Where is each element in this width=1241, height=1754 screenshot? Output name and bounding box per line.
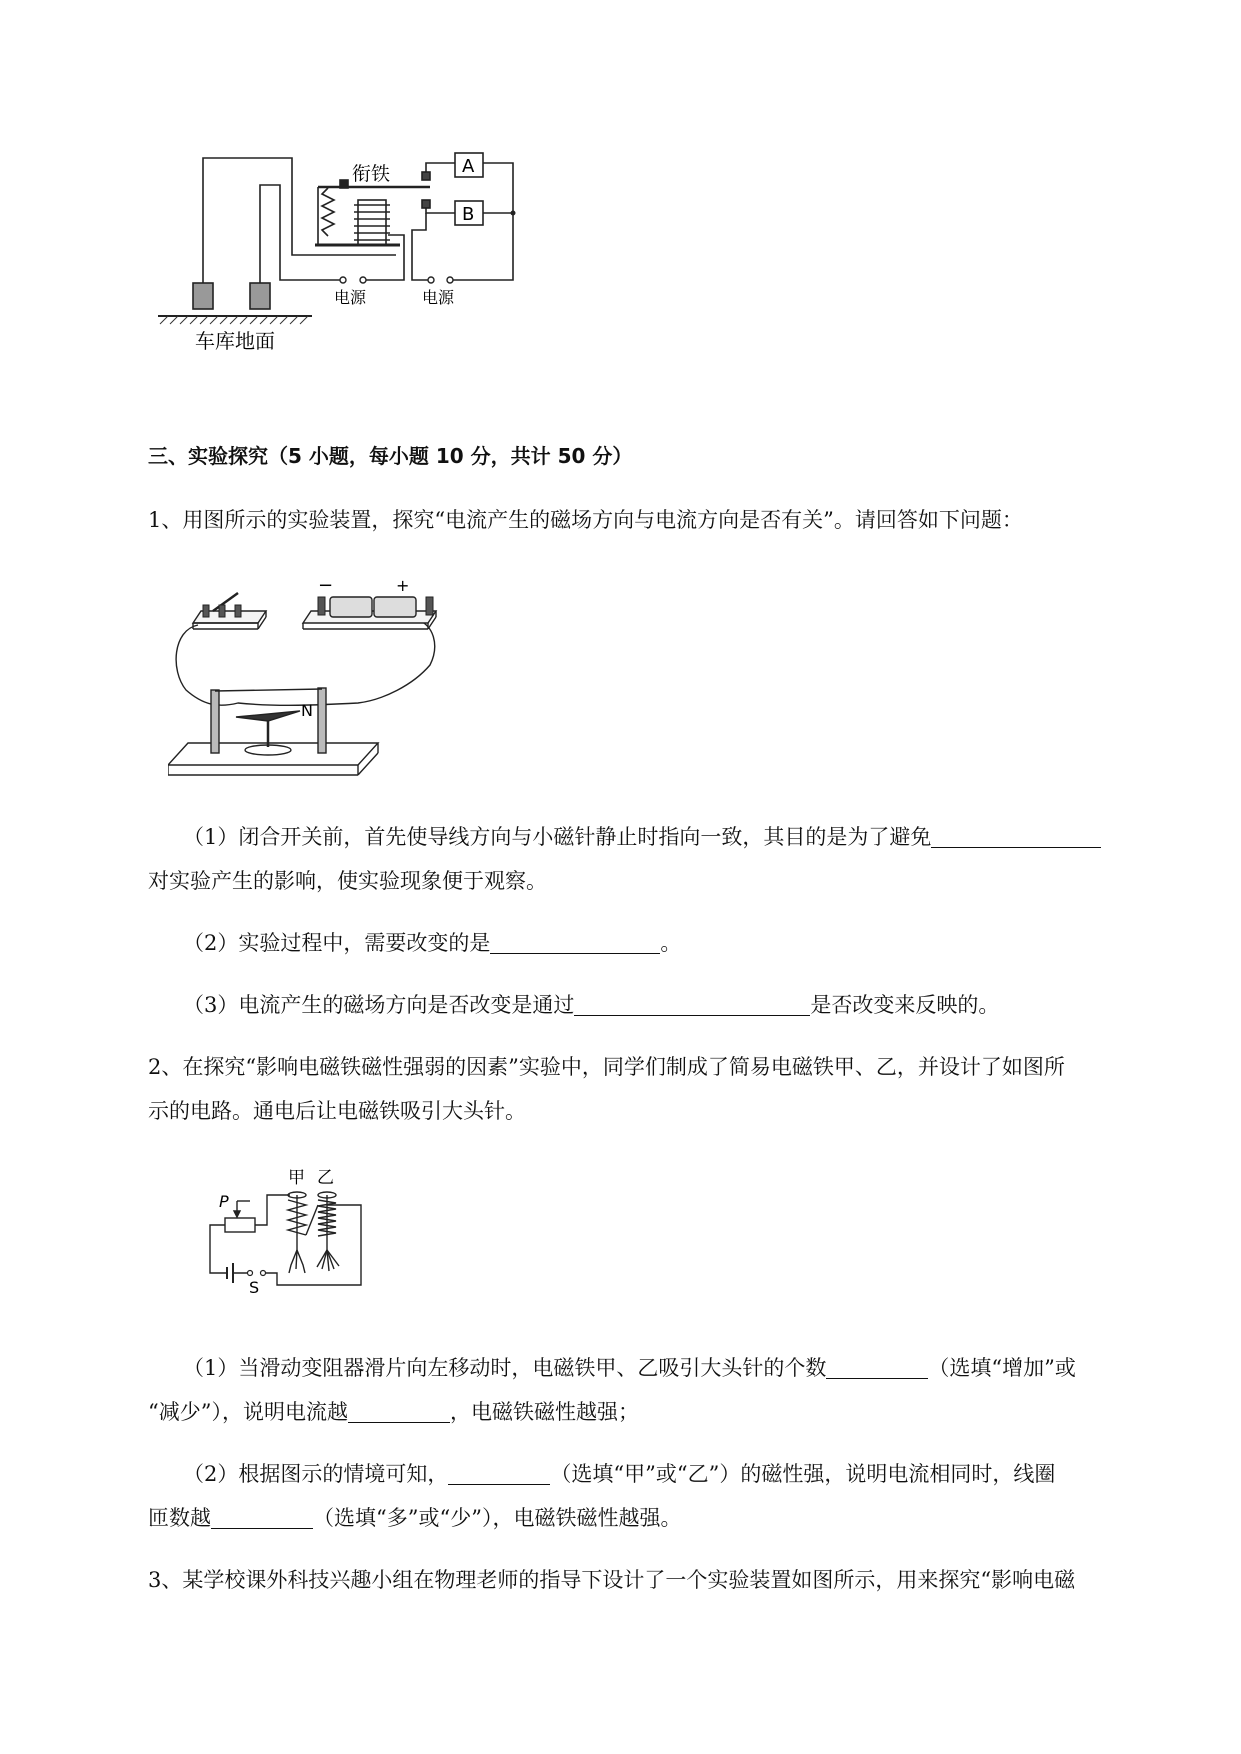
electromagnet-circuit-diagram: [205, 1165, 375, 1295]
q2-stem-line2: 示的电路。通电后让电磁铁吸引大头针。: [148, 1099, 526, 1123]
q1-part1-line1: （1）闭合开关前，首先使导线方向与小磁针静止时指向一致，其目的是为了避免: [183, 822, 1101, 852]
q2-part1-line1: （1）当滑动变阻器滑片向左移动时，电磁铁甲、乙吸引大头针的个数 （选填“增加”或: [183, 1356, 1076, 1380]
lamp-a-label: A: [462, 156, 475, 177]
garage-relay-diagram: [150, 150, 590, 400]
q1-part1-line2: 对实验产生的影响，使实验现象便于观察。: [148, 869, 547, 893]
q1-part3: （3）电流产生的磁场方向是否改变是通过 是否改变来反映的。: [183, 993, 1000, 1017]
north-label: N: [301, 701, 313, 720]
q2-part1-blank2[interactable]: [348, 1400, 450, 1423]
section3-heading: 三、实验探究（5 小题，每小题 10 分，共计 50 分）: [148, 444, 633, 468]
switch-s-label: S: [249, 1278, 260, 1295]
q1-stem: 1、用图所示的实验装置，探究“电流产生的磁场方向与电流方向是否有关”。请回答如下问题：: [148, 508, 1023, 532]
yi-label: 乙: [317, 1168, 334, 1188]
ground-label: 车库地面: [195, 329, 275, 353]
power1-label: 电源: [334, 288, 367, 307]
q2-part1-blank1[interactable]: [826, 1356, 928, 1379]
armature-label: 衔铁: [352, 163, 391, 185]
q1-part2: （2）实验过程中，需要改变的是 。: [183, 931, 682, 955]
q1-part1-blank[interactable]: [931, 825, 1101, 848]
slider-p-label: P: [219, 1192, 229, 1211]
q2-part2-line1: （2）根据图示的情境可知， （选填“甲”或“乙”）的磁性强，说明电流相同时，线圈: [183, 1462, 1056, 1486]
oersted-apparatus-diagram: [168, 575, 458, 790]
q2-part1-line2: “减少”），说明电流越 ，电磁铁磁性越强；: [148, 1400, 639, 1424]
minus-sign: −: [318, 575, 334, 596]
power2-label: 电源: [422, 288, 455, 307]
q2-part2-line2: 匝数越 （选填“多”或“少”），电磁铁磁性越强。: [148, 1506, 682, 1530]
q2-part2-blank1[interactable]: [448, 1462, 550, 1485]
q1-part3-blank[interactable]: [574, 993, 810, 1016]
plus-sign: +: [396, 576, 410, 595]
q2-part2-blank2[interactable]: [211, 1506, 313, 1529]
lamp-b-label: B: [462, 204, 475, 225]
jia-label: 甲: [288, 1168, 305, 1188]
q3-stem: 3、某学校课外科技兴趣小组在物理老师的指导下设计了一个实验装置如图所示，用来探究“影响电磁: [148, 1568, 1076, 1592]
q1-part2-blank[interactable]: [490, 931, 660, 954]
q2-stem-line1: 2、在探究“影响电磁铁磁性强弱的因素”实验中，同学们制成了简易电磁铁甲、乙，并设计了如图所: [148, 1055, 1065, 1079]
